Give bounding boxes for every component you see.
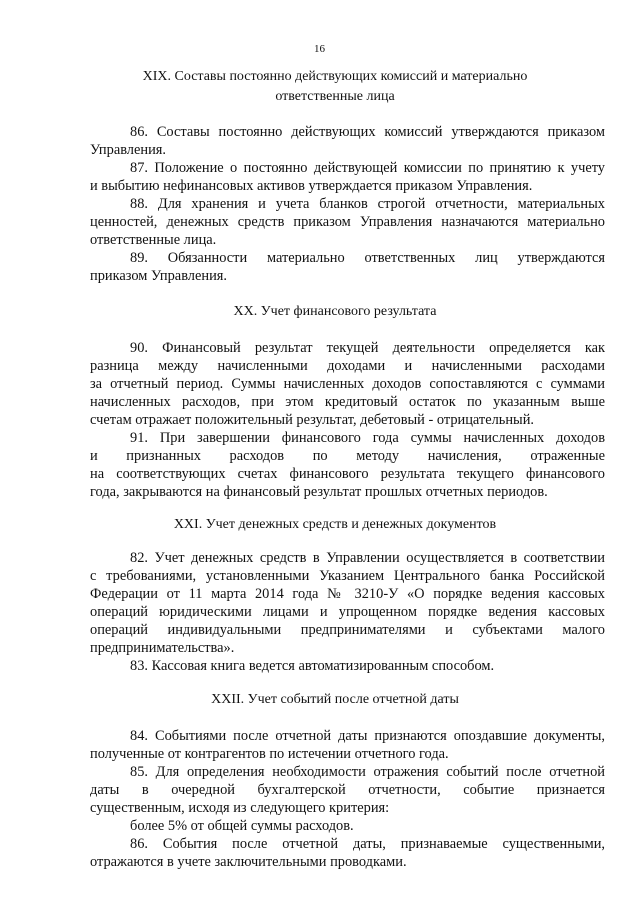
section-20-line: 90. Финансовый результат текущей деятельности определяется как xyxy=(130,340,605,356)
section-22-line: отражаются в учете заключительными проводками. xyxy=(90,854,407,870)
section-20-line: на соответствующих счетах финансового результата текущего финансового xyxy=(90,466,605,482)
section-19-line: ценностей, денежных средств приказом Управления назначаются материально xyxy=(90,214,605,230)
section-19-line: 86. Составы постоянно действующих комиссий утверждаются приказом xyxy=(130,124,605,140)
section-22-line: полученные от контрагентов по истечении отчетного года. xyxy=(90,746,449,762)
section-21-line: с требованиями, установленными Указанием Центрального банка Российской xyxy=(90,568,605,584)
section-20-heading: XX. Учет финансового результата xyxy=(233,304,437,319)
section-22-line: даты в очередной бухгалтерской отчетности, событие признается xyxy=(90,782,605,798)
section-21-line: Федерации от 11 марта 2014 года № 3210-У «О порядке ведения кассовых xyxy=(90,586,605,602)
section-19-line: 89. Обязанности материально ответственных лиц утверждаются xyxy=(130,250,605,266)
section-22-line: более 5% от общей суммы расходов. xyxy=(130,818,354,834)
section-20-line: и признанных расходов по методу начисления, отраженные xyxy=(90,448,605,464)
section-22-line: 85. Для определения необходимости отражения событий после отчетной xyxy=(130,764,605,780)
section-21-line: предпринимательства». xyxy=(90,640,235,656)
section-22-line: существенным, исходя из следующего критерия: xyxy=(90,800,390,816)
section-19-line: 87. Положение о постоянно действующей комиссии по принятию к учету xyxy=(130,160,605,176)
section-19-line: 88. Для хранения и учета бланков строгой отчетности, материальных xyxy=(130,196,605,212)
section-19-line: приказом Управления. xyxy=(90,268,227,284)
section-22-heading: XXII. Учет событий после отчетной даты xyxy=(211,692,459,707)
section-21-line: операций индивидуальными предпринимателями и субъектами малого xyxy=(90,622,605,638)
section-19-line: и выбытию нефинансовых активов утверждается приказом Управления. xyxy=(90,178,533,194)
section-20-line: за отчетный период. Суммы начисленных доходов сопоставляются с суммами xyxy=(90,376,605,392)
section-21-heading: XXI. Учет денежных средств и денежных документов xyxy=(173,517,497,532)
section-19-heading-line-2: ответственные лица xyxy=(275,89,395,104)
section-22-line: 84. Событиями после отчетной даты признаются опоздавшие документы, xyxy=(130,728,605,744)
section-21-line: 83. Кассовая книга ведется автоматизированным способом. xyxy=(130,658,495,674)
section-20-line: счетам отражает положительный результат, дебетовый - отрицательный. xyxy=(90,412,535,428)
section-19-heading-line-1: XIX. Составы постоянно действующих комиссий и материально xyxy=(142,69,528,84)
section-21-line: операций юридическими лицами и упрощенном порядке ведения кассовых xyxy=(90,604,605,620)
section-20-line: 91. При завершении финансового года суммы начисленных доходов xyxy=(130,430,605,446)
section-19-line: Управления. xyxy=(90,142,166,158)
section-21-line: 82. Учет денежных средств в Управлении осуществляется в соответствии xyxy=(130,550,605,566)
page-number: 16 xyxy=(314,43,325,55)
section-19-line: ответственные лица. xyxy=(90,232,217,248)
section-20-line: года, закрываются на финансовый результат прошлых отчетных периодов. xyxy=(90,484,548,500)
section-20-line: разница между начисленными доходами и начисленными расходами xyxy=(90,358,605,374)
section-22-line: 86. События после отчетной даты, признаваемые существенными, xyxy=(130,836,605,852)
section-20-line: начисленных расходов, при этом кредитовый остаток по указанным выше xyxy=(90,394,605,410)
